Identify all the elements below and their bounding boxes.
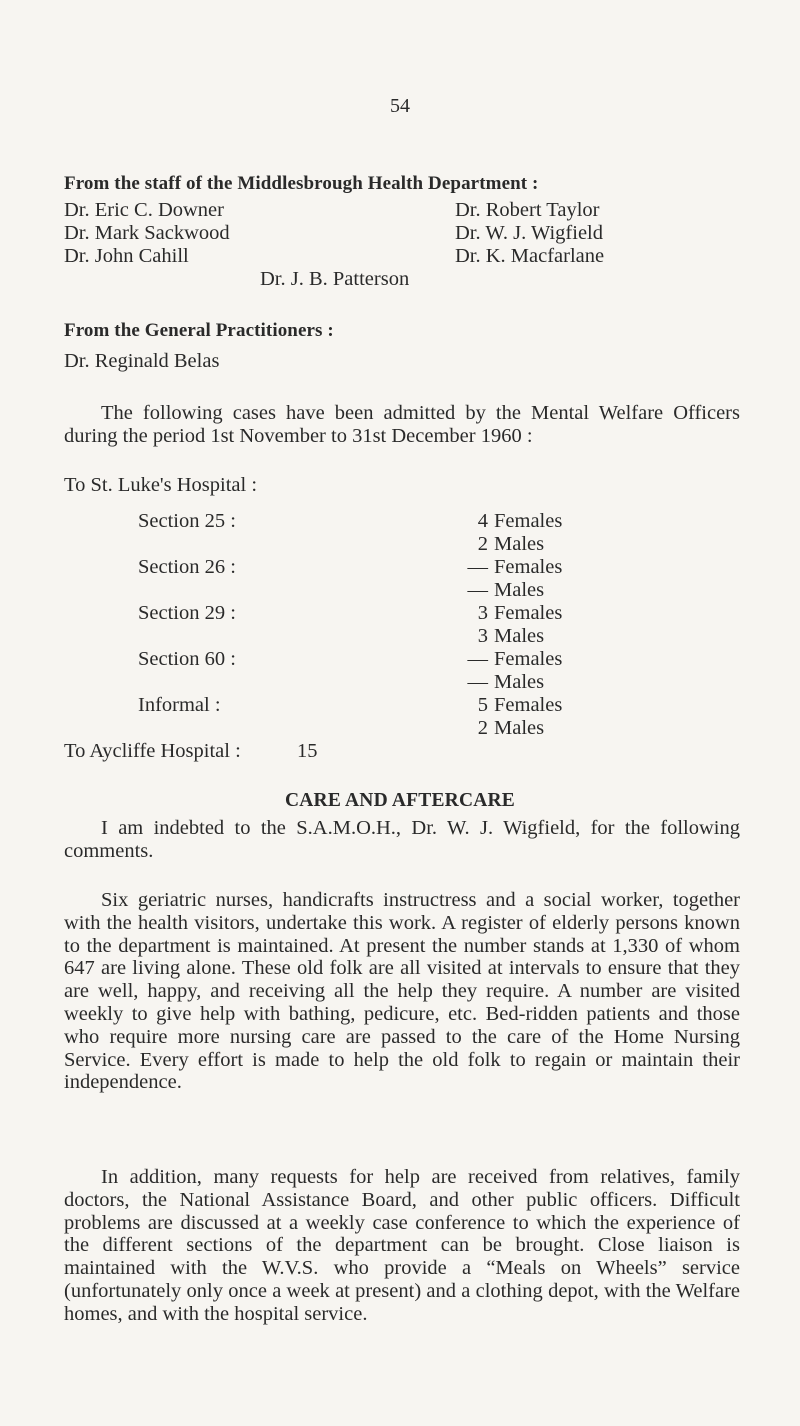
- staff-doctor: Dr. Robert Taylor: [455, 199, 600, 221]
- staff-doctor: Dr. Mark Sackwood: [64, 222, 230, 244]
- aycliffe-label: To Aycliffe Hospital :: [64, 740, 241, 762]
- admissions-intro: The following cases have been admitted by the Mental Welfare Officers during the period 1st November to 31st December 1960 :: [64, 402, 740, 447]
- males-count: —: [467, 671, 488, 693]
- females-count: 3: [477, 602, 488, 624]
- females-word: Females: [494, 648, 563, 670]
- section-label: Section 29 :: [138, 602, 236, 624]
- females-word: Females: [494, 556, 563, 578]
- males-word: Males: [494, 625, 545, 647]
- st-lukes-label: To St. Luke's Hospital :: [64, 474, 258, 496]
- females-count: —: [467, 648, 488, 670]
- staff-doctor: Dr. W. J. Wigfield: [455, 222, 603, 244]
- males-count: 2: [477, 533, 488, 555]
- gp-heading: From the General Practitioners :: [64, 320, 334, 341]
- aftercare-paragraph: I am indebted to the S.A.M.O.H., Dr. W. J. Wigfield, for the following comments.: [64, 817, 740, 862]
- page-number: 54: [390, 95, 410, 117]
- females-count: 5: [477, 694, 488, 716]
- aycliffe-count: 15: [297, 740, 318, 762]
- females-word: Females: [494, 602, 563, 624]
- females-word: Females: [494, 694, 563, 716]
- staff-doctor: Dr. John Cahill: [64, 245, 189, 267]
- males-word: Males: [494, 671, 545, 693]
- aftercare-paragraph: In addition, many requests for help are received from relatives, family doctors, the National Assistance Board, and other public officers. Difficult problems are discussed at a weekly case conference to which the experience of the different sections of the department can be brought. Close liaison is maintained with the W.V.S. who provide a “Meals on Wheels” service (unfortunately only once a week at present) and a clothing depot, with the Welfare homes, and with the hospital service.: [64, 1166, 740, 1325]
- section-label: Section 25 :: [138, 510, 236, 532]
- staff-heading: From the staff of the Middlesbrough Health Department :: [64, 173, 539, 194]
- staff-doctor-center: Dr. J. B. Patterson: [260, 268, 410, 290]
- males-count: —: [467, 579, 488, 601]
- males-count: 3: [477, 625, 488, 647]
- females-word: Females: [494, 510, 563, 532]
- males-word: Males: [494, 579, 545, 601]
- section-label: Section 60 :: [138, 648, 236, 670]
- aftercare-heading: CARE AND AFTERCARE: [284, 790, 516, 811]
- staff-doctor: Dr. K. Macfarlane: [455, 245, 605, 267]
- section-label: Section 26 :: [138, 556, 236, 578]
- gp-doctor: Dr. Reginald Belas: [64, 350, 220, 372]
- aftercare-paragraph: Six geriatric nurses, handicrafts instructress and a social worker, together with the health visitors, undertake this work. A register of elderly persons known to the department is maintained. At present the number stands at 1,330 of whom 647 are living alone. These old folk are all visited at intervals to ensure that they are well, happy, and receiving all the help they require. A number are visited weekly to give help with bathing, pedicure, etc. Bed-ridden patients and those who require more nursing care are passed to the care of the Home Nursing Service. Every effort is made to help the old folk to regain or maintain their independence.: [64, 889, 740, 1094]
- staff-doctor: Dr. Eric C. Downer: [64, 199, 224, 221]
- females-count: 4: [477, 510, 488, 532]
- males-word: Males: [494, 533, 545, 555]
- males-word: Males: [494, 717, 545, 739]
- males-count: 2: [477, 717, 488, 739]
- section-label: Informal :: [138, 694, 221, 716]
- females-count: —: [467, 556, 488, 578]
